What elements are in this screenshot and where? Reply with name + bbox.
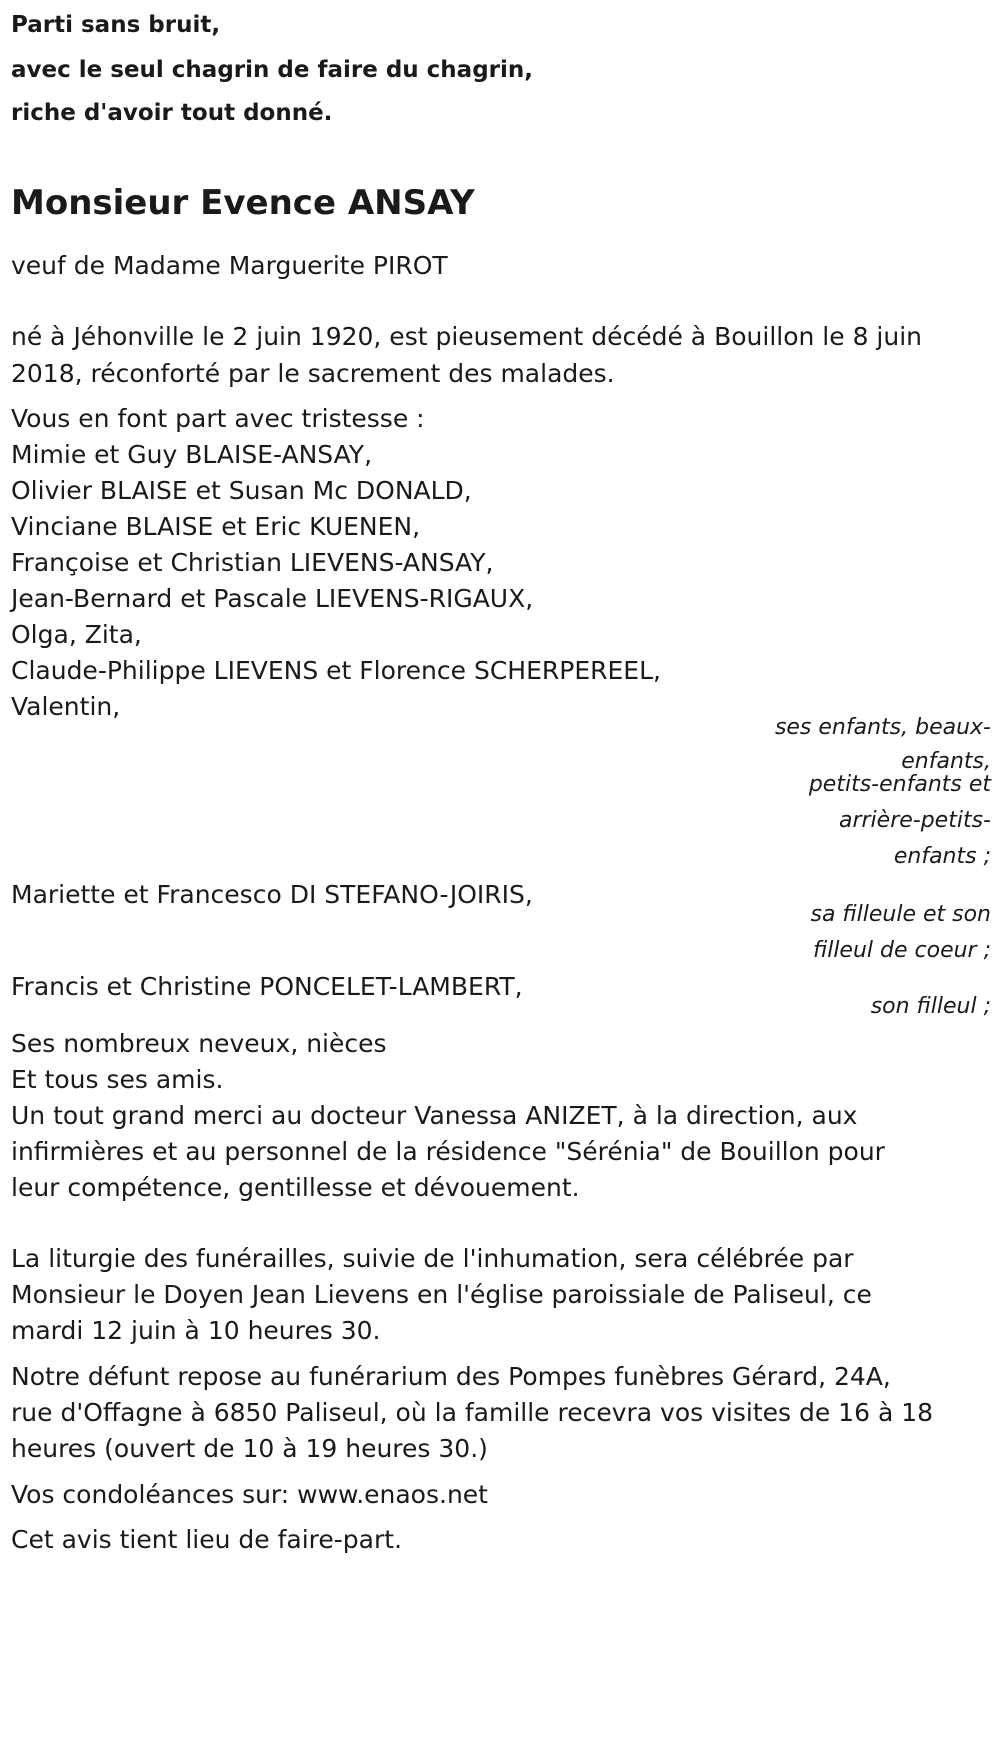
epigraph-line: avec le seul chagrin de faire du chagrin, — [11, 57, 534, 83]
family-member: Olivier BLAISE et Susan Mc DONALD, — [11, 476, 472, 505]
relation-role: enfants, — [901, 749, 991, 774]
birth-death-line: 2018, réconforté par le sacrement des malades. — [11, 359, 615, 388]
relation-role: petits-enfants et — [808, 772, 991, 797]
liturgy-line: mardi 12 juin à 10 heures 30. — [11, 1316, 381, 1345]
liturgy-line: La liturgie des funérailles, suivie de l'inhumation, sera célébrée par — [11, 1244, 854, 1273]
relation-role: arrière-petits- — [838, 808, 991, 833]
family-member: Francis et Christine PONCELET-LAMBERT, — [11, 972, 523, 1001]
epigraph-line: Parti sans bruit, — [11, 12, 221, 38]
family-member: Vinciane BLAISE et Eric KUENEN, — [11, 512, 421, 541]
family-member: Mimie et Guy BLAISE-ANSAY, — [11, 440, 373, 469]
relation-role: sa filleule et son — [810, 902, 991, 927]
family-member: Olga, Zita, — [11, 620, 142, 649]
funerarium-line: rue d'Offagne à 6850 Paliseul, où la famille recevra vos visites de 16 à 18 — [11, 1398, 934, 1427]
funerarium-line: Notre défunt repose au funérarium des Pompes funèbres Gérard, 24A, — [11, 1362, 891, 1391]
relation-role: filleul de coeur ; — [813, 938, 991, 963]
liturgy-line: Monsieur le Doyen Jean Lievens en l'église paroissiale de Paliseul, ce — [11, 1280, 872, 1309]
widower-line: veuf de Madame Marguerite PIROT — [11, 251, 448, 280]
closing-line: Cet avis tient lieu de faire-part. — [11, 1525, 403, 1554]
relation-role: enfants ; — [893, 844, 991, 869]
birth-death-line: né à Jéhonville le 2 juin 1920, est pieusement décédé à Bouillon le 8 juin — [11, 322, 922, 351]
thanks-line: Un tout grand merci au docteur Vanessa ANIZET, à la direction, aux — [11, 1101, 858, 1130]
condolences-line: Vos condoléances sur: www.enaos.net — [11, 1480, 488, 1509]
relation-role: ses enfants, beaux- — [774, 715, 991, 740]
family-member: Mariette et Francesco DI STEFANO-JOIRIS, — [11, 880, 533, 909]
deceased-name: Monsieur Evence ANSAY — [11, 183, 475, 223]
funerarium-line: heures (ouvert de 10 à 19 heures 30.) — [11, 1434, 488, 1463]
others-line: Et tous ses amis. — [11, 1065, 224, 1094]
announcement-line: Vous en font part avec tristesse : — [11, 404, 425, 433]
family-member: Françoise et Christian LIEVENS-ANSAY, — [11, 548, 494, 577]
others-line: Ses nombreux neveux, nièces — [11, 1029, 387, 1058]
thanks-line: infirmières et au personnel de la résidence "Sérénia" de Bouillon pour — [11, 1137, 885, 1166]
family-member: Valentin, — [11, 692, 121, 721]
epigraph-line: riche d'avoir tout donné. — [11, 100, 333, 126]
relation-role: son filleul ; — [870, 994, 991, 1019]
family-member: Claude-Philippe LIEVENS et Florence SCHERPEREEL, — [11, 656, 661, 685]
thanks-line: leur compétence, gentillesse et dévouement. — [11, 1173, 580, 1202]
family-member: Jean-Bernard et Pascale LIEVENS-RIGAUX, — [11, 584, 534, 613]
